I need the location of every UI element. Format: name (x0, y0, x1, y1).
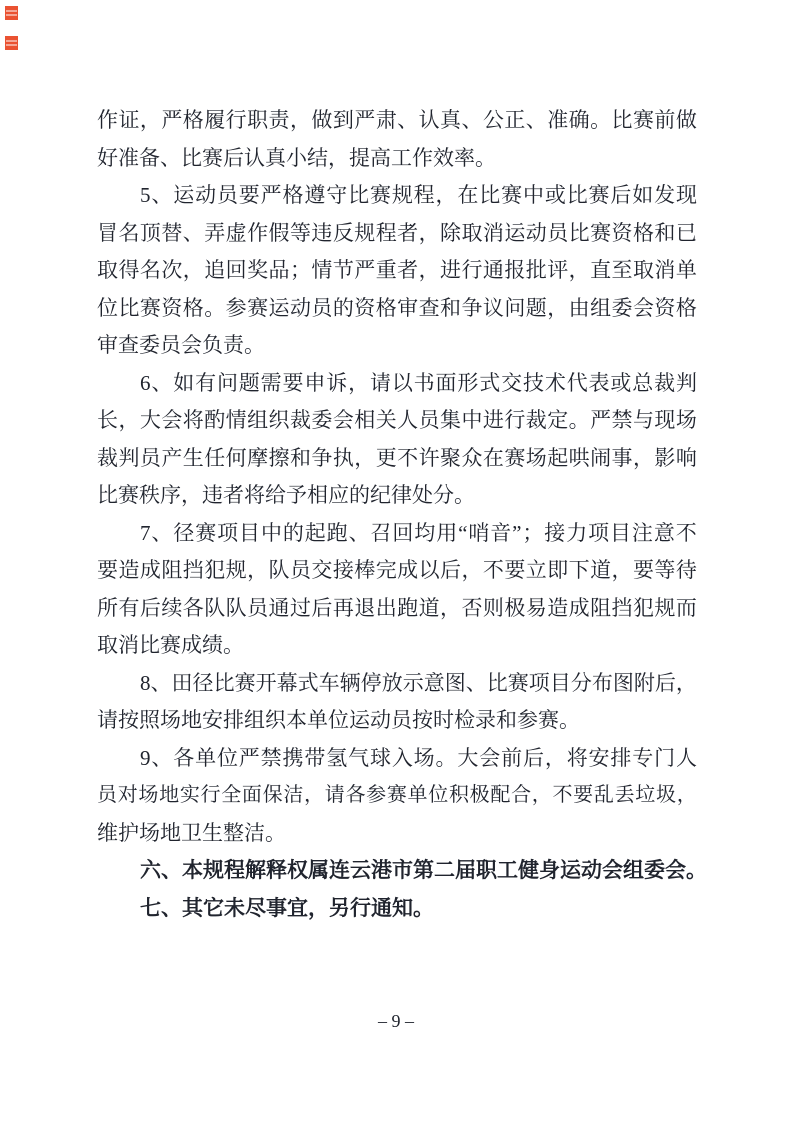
document-text-line: 7 、 径 赛 项 目 中 的 起 跑 、 召 回 均 用 “ 哨 音 ” ； 接 力 项 目 注 意 不 (140, 520, 697, 545)
red-artifact-glyph (5, 6, 18, 20)
document-text-line: 冒 名 顶 替 、 弄 虚 作 假 等 违 反 规 程 者 ， 除 取 消 运 动 员 比 赛 资 格 和 已 (97, 220, 697, 245)
red-artifact-mark-top (5, 6, 18, 20)
document-text-line: 作 证 ， 严 格 履 行 职 责 ， 做 到 严 肃 、 认 真 、 公 正 、 准 确 。 比 赛 前 做 (97, 108, 697, 132)
document-text-line: 好准备、比赛后认真小结，提高工作效率。 (97, 145, 496, 170)
red-artifact-mark-bottom (5, 36, 18, 50)
document-text-line: 5 、 运 动 员 要 严 格 遵 守 比 赛 规 程 ， 在 比 赛 中 或 比 赛 后 如 发 现 (140, 183, 697, 207)
document-text-line: 审查委员会负责。 (97, 333, 265, 357)
document-heading-line: 六 、 本 规 程 解 释 权 属 连 云 港 市 第 二 届 职 工 健 身 运 动 会 组 委 会 。 (140, 859, 707, 882)
document-text-line: 裁 判 员 产 生 任 何 摩 擦 和 争 执 ， 更 不 许 聚 众 在 赛 场 起 哄 闹 事 ， 影 响 (97, 445, 697, 470)
document-text-line: 取 得 名 次 ， 追 回 奖 品 ； 情 节 严 重 者 ， 进 行 通 报 批 评 ， 直 至 取 消 单 (97, 258, 697, 282)
document-text-line: 所 有 后 续 各 队 队 员 通 过 后 再 退 出 跑 道 ， 否 则 极 易 造 成 阻 挡 犯 规 而 (97, 595, 697, 620)
document-text-line: 维护场地卫生整洁。 (97, 820, 286, 845)
document-text-line: 6 、 如 有 问 题 需 要 申 诉 ， 请 以 书 面 形 式 交 技 术 代 表 或 总 裁 判 (140, 370, 697, 395)
document-text-line: 取消比赛成绩。 (97, 633, 244, 657)
document-text-line: 请按照场地安排组织本单位运动员按时检录和参赛。 (97, 708, 580, 732)
document-heading-line: 七、其它未尽事宜，另行通知。 (140, 896, 434, 920)
page-number: – 9 – (378, 1011, 414, 1031)
red-artifact-glyph (5, 36, 18, 50)
document-text-line: 8 、 田 径 比 赛 开 幕 式 车 辆 停 放 示 意 图 、 比 赛 项 目 分 布 图 附 后 ， (140, 670, 697, 695)
document-text-line: 要 造 成 阻 挡 犯 规 ， 队 员 交 接 棒 完 成 以 后 ， 不 要 立 即 下 道 ， 要 等 待 (97, 558, 697, 582)
document-text-line: 员 对 场 地 实 行 全 面 保 洁 ， 请 各 参 赛 单 位 积 极 配 合 ， 不 要 乱 丢 垃 圾 ， (97, 784, 697, 806)
document-body (97, 102, 707, 927)
document-text-line: 位 比 赛 资 格 。 参 赛 运 动 员 的 资 格 审 查 和 争 议 问 题 ， 由 组 委 会 资 格 (97, 295, 697, 320)
document-text-line: 9 、 各 单 位 严 禁 携 带 氢 气 球 入 场 。 大 会 前 后 ， 将 安 排 专 门 人 (140, 745, 697, 770)
document-text-line: 长 ， 大 会 将 酌 情 组 织 裁 委 会 相 关 人 员 集 中 进 行 裁 定 。 严 禁 与 现 场 (97, 408, 697, 432)
document-text-line: 比赛秩序，违者将给予相应的纪律处分。 (97, 483, 475, 507)
